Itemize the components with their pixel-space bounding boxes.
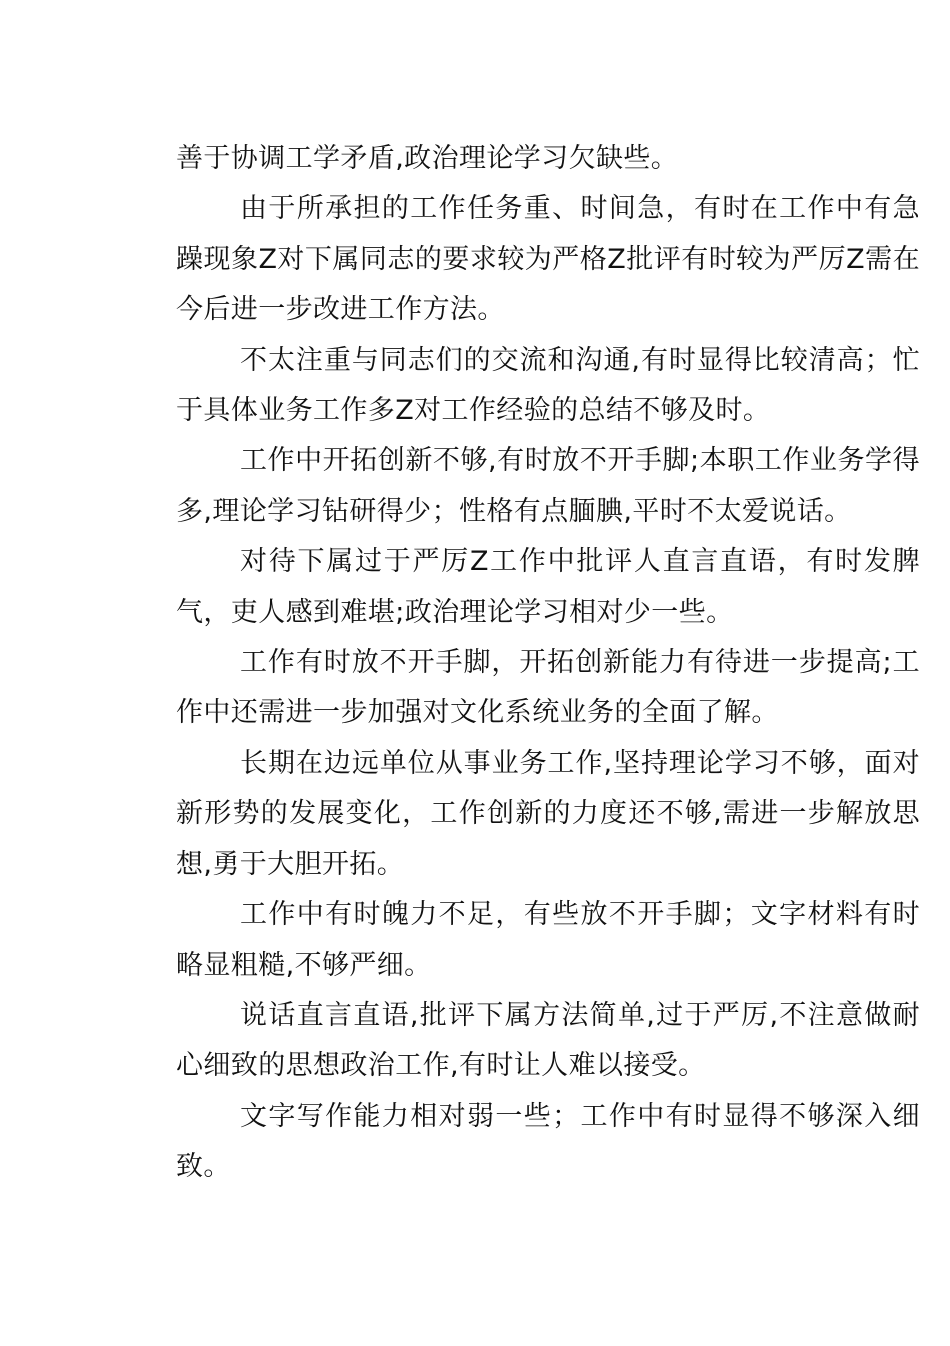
paragraph: 工作中开拓创新不够,有时放不开手脚;本职工作业务学得多,理论学习钻研得少；性格有点腼腆,平时不太爱说话。 — [176, 445, 920, 527]
paragraph-continuation: 善于协调工学矛盾,政治理论学习欠缺些。 — [176, 143, 679, 174]
paragraph: 文字写作能力相对弱一些；工作中有时显得不够深入细致。 — [176, 1100, 920, 1183]
paragraph: 由于所承担的工作任务重、时间急，有时在工作中有急躁现象Z对下属同志的要求较为严格Z批评有时较为严厉Z需在今后进一步改进工作方法。 — [176, 193, 920, 326]
paragraph: 对待下属过于严厉Z工作中批评人直言直语，有时发脾气，吏人感到难堪;政治理论学习相对少一些。 — [176, 546, 920, 628]
paragraph: 不太注重与同志们的交流和沟通,有时显得比较清高；忙于具体业务工作多Z对工作经验的总结不够及时。 — [176, 344, 920, 427]
paragraph: 说话直言直语,批评下属方法简单,过于严厉,不注意做耐心细致的思想政治工作,有时让人难以接受。 — [176, 999, 920, 1082]
paragraph: 长期在边远单位从事业务工作,坚持理论学习不够，面对新形势的发展变化，工作创新的力度还不够,需进一步解放思想,勇于大胆开拓。 — [176, 747, 920, 880]
document-body — [176, 134, 920, 1193]
paragraph: 工作有时放不开手脚，开拓创新能力有待进一步提高;工作中还需进一步加强对文化系统业务的全面了解。 — [176, 647, 920, 729]
paragraph: 工作中有时魄力不足，有些放不开手脚；文字材料有时略显粗糙,不够严细。 — [176, 899, 920, 981]
